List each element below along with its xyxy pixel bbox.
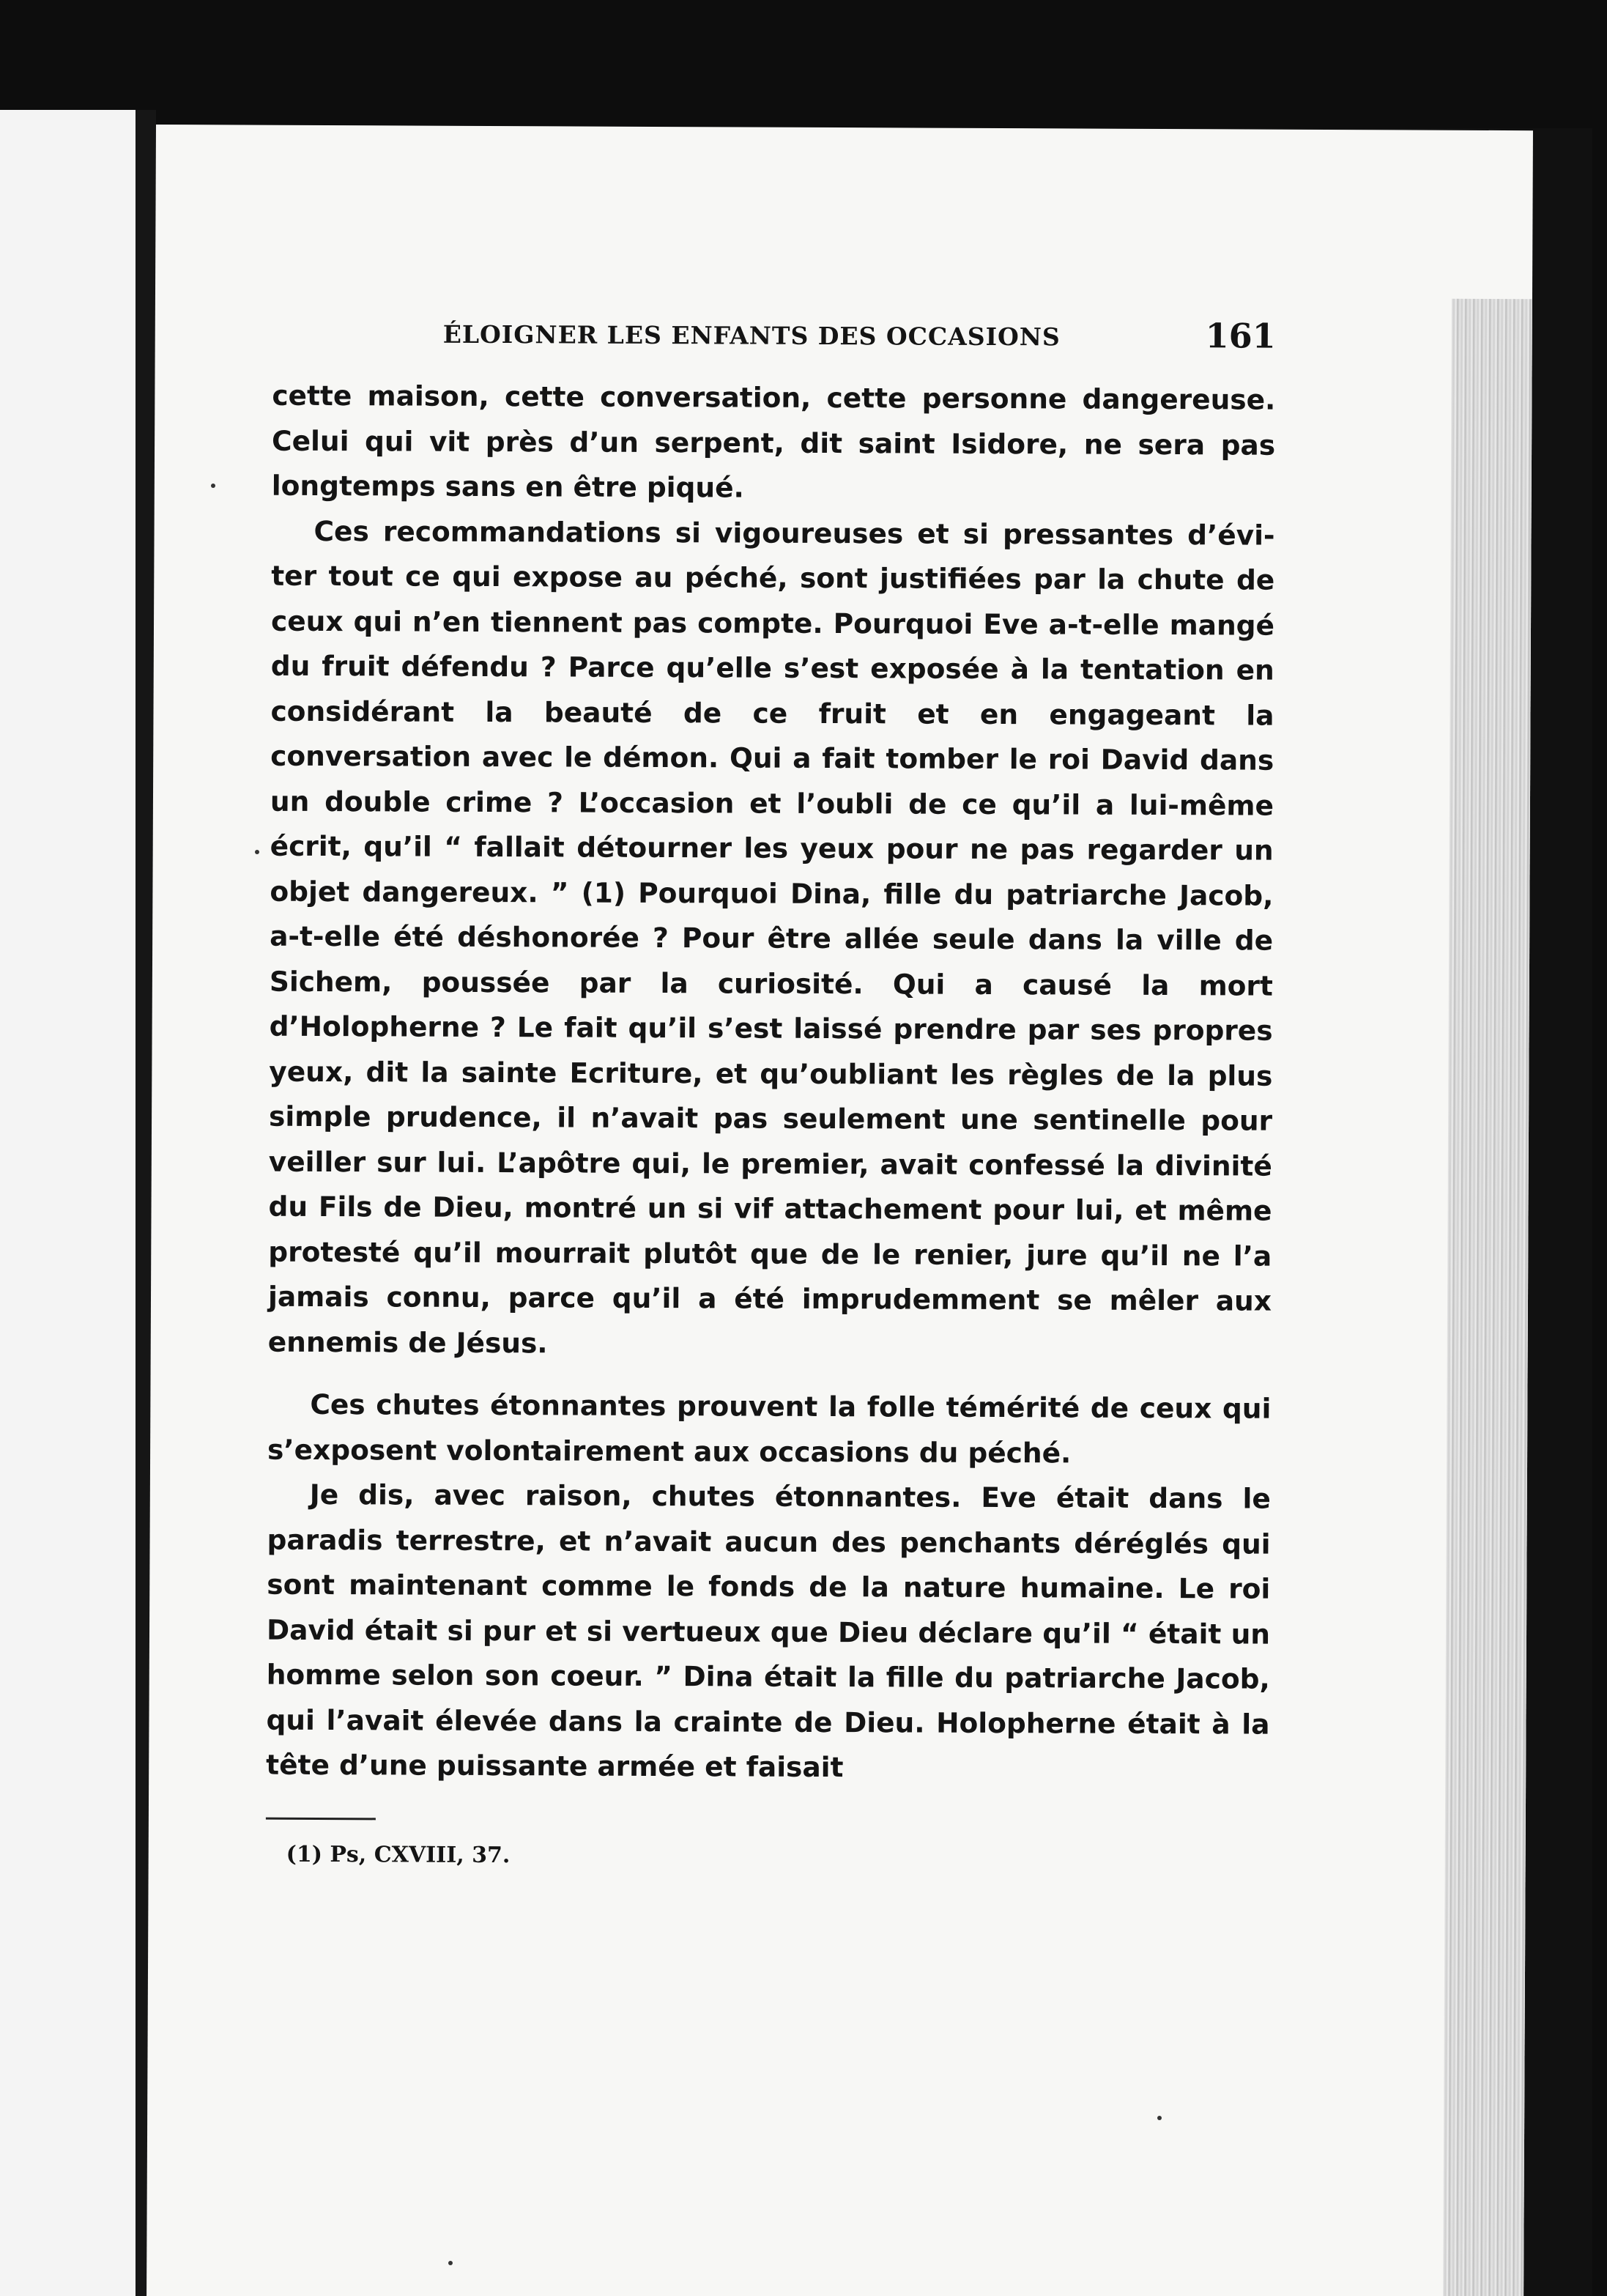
paragraph-chutes-etonnantes: Ces chutes étonnantes prouvent la folle témérité de ceux qui s’exposent volontairement aux occasions du péché. — [267, 1388, 1272, 1469]
scanner-background-top — [0, 0, 1607, 128]
page-161 — [146, 125, 1533, 2296]
running-head — [272, 312, 1276, 368]
footnote-rule — [266, 1817, 376, 1820]
running-title: ÉLOIGNER LES ENFANTS DES OCCASIONS — [442, 319, 1061, 352]
scan-speck — [1157, 2116, 1162, 2120]
paragraph-continuation: cette maison, cette conversation, cette personne dangereuse. Celui qui vit près d’un serpent, dit saint Isidore, ne sera pas longtemps sans en être piqué. — [271, 379, 1276, 504]
paragraph-recommandations: Ces recommandations si vigoureuses et si pressantes d’éviter tout ce qui expose au péché, sont justifiées par la chute de ceux qui n’en tiennent pas compte. Pourquoi Eve a-t-elle mangé du fruit défendu ? Parce qu’elle s’est exposée à la tentation en considérant la beauté de ce fruit et en engageant la conversation avec le démon. Qui a fait tomber le roi David dans un double crime ? L’occasion et l’oubli de ce qu’il a lui-même écrit, qu’il “ fallait détourner les yeux pour ne pas regarder un objet dangereux. ” (1) Pourquoi Dina, fille du patriarche Jacob, a-t-elle été déshonorée ? Pour être allée seule dans la ville de Sichem, poussée par la curiosité. Qui a causé la mort d’Holopherne ? Le fait qu’il s’est laissé prendre par ses propres yeux, dit la sainte Ecriture, et qu’oubliant les règles de la plus simple prudence, il n’avait pas seulement une sentinelle pour veiller sur lui. L’apôtre qui, le premier, avait confessé la divinité du Fils de Dieu, montré un si vif attachement pour lui, et même protesté qu’il mourrait plutôt que de le renier, jure qu’il ne l’a jamais connu, parce qu’il a été imprudemment se mêler aux ennemis de Jésus. — [267, 514, 1275, 1359]
footnote: (1) Ps, CXVIII, 37. — [286, 1841, 511, 1868]
scanner-background-right — [1592, 0, 1607, 2296]
paragraph-je-dis: Je dis, avec raison, chutes étonnantes. Eve était dans le paradis terrestre, et n’avait aucun des penchants déréglés qui sont maintenant comme le fonds de la nature humaine. Le roi David était si pur et si vertueux que Dieu déclare qu’il “ était un homme selon son coeur. ” Dina était la fille du patriarche Jacob, qui l’avait élevée dans la crainte de Dieu. Holopherne était à la tête d’une puissante armée et faisait — [266, 1478, 1271, 1784]
facing-page-edge — [0, 110, 136, 2296]
body-text — [266, 374, 1275, 1792]
page-number: 161 — [1205, 316, 1276, 356]
scan-speck — [448, 2261, 453, 2265]
text-block — [266, 312, 1276, 1871]
page-stack-edge — [1442, 299, 1532, 2296]
scan-speck — [211, 484, 215, 488]
scan-speck — [255, 850, 259, 854]
